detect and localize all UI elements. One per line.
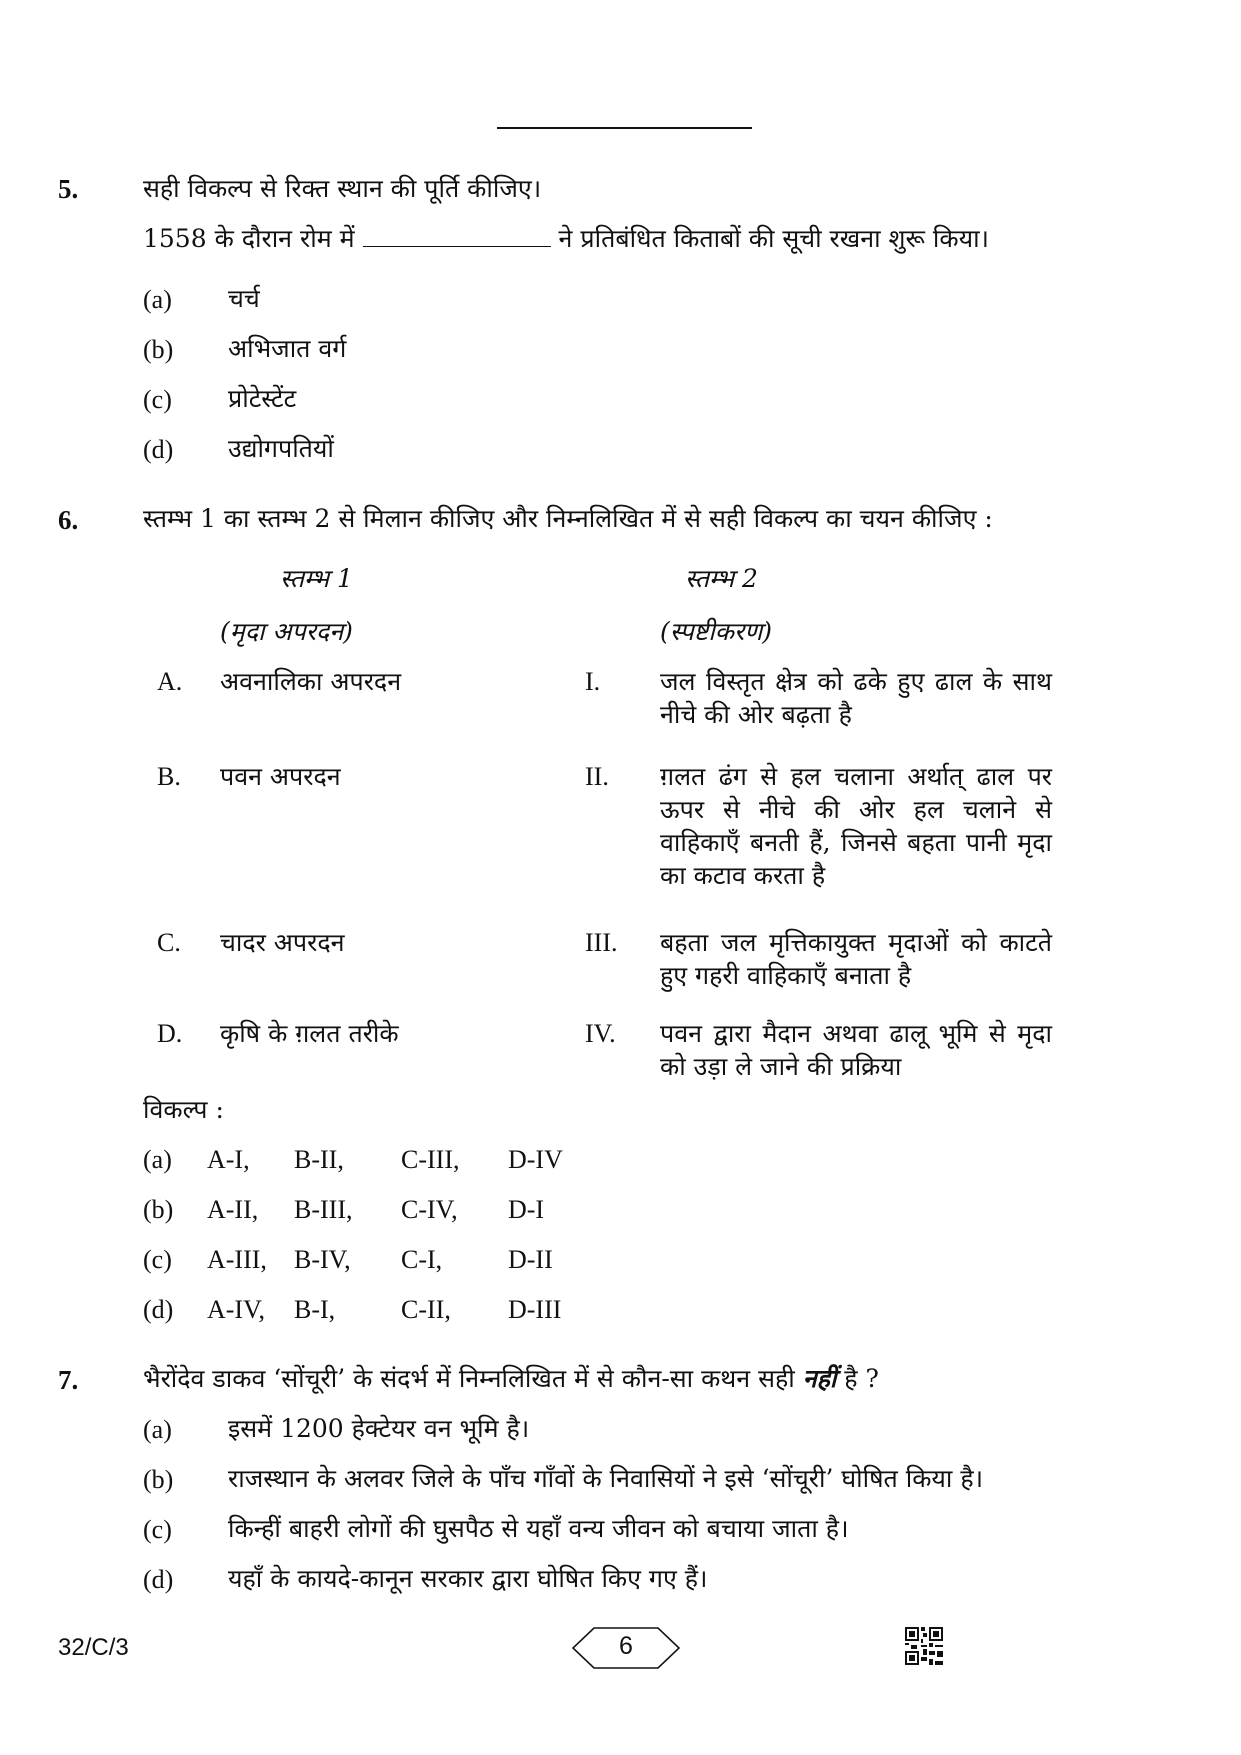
q6-option-b-v2: B-III, bbox=[294, 1195, 353, 1224]
q5-stem-after: ने प्रतिबंधित किताबों की सूची रखना शुरू किया। bbox=[558, 224, 990, 253]
q6-row-iv-label: IV. bbox=[585, 1019, 616, 1048]
q7-option-a-label: (a) bbox=[143, 1415, 172, 1444]
q6-col1-title: स्तम्भ 1 bbox=[280, 564, 353, 593]
q6-text: स्तम्भ 1 का स्तम्भ 2 से मिलान कीजिए और निम्नलिखित में से सही विकल्प का चयन कीजिए : bbox=[143, 504, 993, 533]
q5-option-c-label: (c) bbox=[143, 385, 172, 414]
q6-col2-title: स्तम्भ 2 bbox=[685, 564, 758, 593]
q6-option-b-v4: D-I bbox=[508, 1195, 545, 1224]
q5-option-d-text: उद्योगपतियों bbox=[228, 434, 334, 463]
q7-text bbox=[143, 1362, 879, 1395]
q6-option-d-v3: C-II, bbox=[401, 1295, 451, 1324]
q6-option-b-label: (b) bbox=[143, 1195, 174, 1224]
q7-text-emphasis: नहीं bbox=[802, 1364, 837, 1393]
q7-option-d-label: (d) bbox=[143, 1565, 174, 1594]
q6-row-c-label: C. bbox=[157, 928, 181, 957]
q6-row-iv-text: पवन द्वारा मैदान अथवा ढालू भूमि से मृदा को उड़ा ले जाने की प्रक्रिया bbox=[660, 1019, 1052, 1081]
q6-option-d-label: (d) bbox=[143, 1295, 174, 1324]
q7-text-after: है ? bbox=[844, 1364, 879, 1393]
q6-option-c-v3: C-I, bbox=[401, 1245, 443, 1274]
q6-row-b-item: पवन अपरदन bbox=[220, 762, 341, 791]
q6-option-b-v1: A-II, bbox=[207, 1195, 259, 1224]
q6-option-b-v3: C-IV, bbox=[401, 1195, 458, 1224]
q7-option-c-text: किन्हीं बाहरी लोगों की घुसपैठ से यहाँ वन्य जीवन को बचाया जाता है। bbox=[228, 1514, 849, 1543]
q7-option-b-label: (b) bbox=[143, 1465, 174, 1494]
q5-instruction: सही विकल्प से रिक्त स्थान की पूर्ति कीजिए। bbox=[143, 174, 542, 203]
q6-option-c-label: (c) bbox=[143, 1245, 172, 1274]
q6-row-d-item: कृषि के ग़लत तरीके bbox=[220, 1019, 399, 1048]
q5-blank bbox=[363, 228, 551, 247]
q6-option-a-v1: A-I, bbox=[207, 1145, 250, 1174]
q7-option-d-text: यहाँ के कायदे-कानून सरकार द्वारा घोषित किए गए हैं। bbox=[228, 1564, 708, 1593]
q6-option-d-v2: B-I, bbox=[294, 1295, 336, 1324]
q7-number: 7. bbox=[58, 1365, 79, 1395]
paper-code: 32/C/3 bbox=[58, 1634, 129, 1661]
q6-option-d-v4: D-III bbox=[508, 1295, 562, 1324]
qr-code-icon bbox=[905, 1627, 943, 1665]
q7-option-b-text: राजस्थान के अलवर जिले के पाँच गाँवों के निवासियों ने इसे ‘सोंचूरी’ घोषित किया है। bbox=[228, 1464, 984, 1493]
q5-option-a-text: चर्च bbox=[228, 284, 260, 313]
q6-row-i-label: I. bbox=[585, 667, 601, 696]
q6-option-c-v4: D-II bbox=[508, 1245, 553, 1274]
q6-option-a-label: (a) bbox=[143, 1145, 172, 1174]
q6-option-a-v2: B-II, bbox=[294, 1145, 344, 1174]
q5-stem bbox=[143, 222, 989, 255]
q6-option-c-v1: A-III, bbox=[207, 1245, 267, 1274]
q6-number: 6. bbox=[58, 505, 79, 535]
q5-option-a-label: (a) bbox=[143, 285, 172, 314]
q6-row-c-item: चादर अपरदन bbox=[220, 928, 345, 957]
q7-option-a-text: इसमें 1200 हेक्टेयर वन भूमि है। bbox=[228, 1414, 530, 1443]
q7-option-c-label: (c) bbox=[143, 1515, 172, 1544]
q5-stem-before: 1558 के दौरान रोम में bbox=[143, 224, 355, 253]
q6-col2-subtitle: (स्पष्टीकरण) bbox=[660, 617, 773, 646]
q6-row-iii-label: III. bbox=[585, 928, 618, 957]
q6-row-ii-text: ग़लत ढंग से हल चलाना अर्थात् ढाल पर ऊपर से नीचे की ओर हल चलाने से वाहिकाएँ बनती हैं, जिनसे बहता पानी मृदा का कटाव करता है bbox=[660, 762, 1052, 890]
q6-row-b-label: B. bbox=[157, 762, 181, 791]
top-rule bbox=[497, 127, 752, 129]
page-number: 6 bbox=[619, 1632, 633, 1660]
q6-options-label: विकल्प : bbox=[143, 1095, 224, 1124]
q6-option-a-v3: C-III, bbox=[401, 1145, 460, 1174]
q6-col1-subtitle: (मृदा अपरदन) bbox=[220, 617, 353, 646]
q6-row-d-label: D. bbox=[157, 1019, 183, 1048]
q5-option-b-text: अभिजात वर्ग bbox=[228, 334, 347, 363]
q5-number: 5. bbox=[58, 174, 79, 204]
q5-option-b-label: (b) bbox=[143, 335, 174, 364]
q6-option-d-v1: A-IV, bbox=[207, 1295, 266, 1324]
q6-row-ii-label: II. bbox=[585, 762, 609, 791]
q6-option-a-v4: D-IV bbox=[508, 1145, 563, 1174]
q5-option-c-text: प्रोटेस्टेंट bbox=[228, 384, 297, 413]
q6-option-c-v2: B-IV, bbox=[294, 1245, 351, 1274]
q7-text-before: भैरोंदेव डाकव ‘सोंचूरी’ के संदर्भ में निम्नलिखित में से कौन-सा कथन सही bbox=[143, 1364, 795, 1393]
q6-row-a-item: अवनालिका अपरदन bbox=[220, 667, 402, 696]
q6-row-iii-text: बहता जल मृत्तिकायुक्त मृदाओं को काटते हुए गहरी वाहिकाएँ बनाता है bbox=[660, 928, 1052, 990]
q5-option-d-label: (d) bbox=[143, 435, 174, 464]
q6-row-i-text: जल विस्तृत क्षेत्र को ढके हुए ढाल के साथ नीचे की ओर बढ़ता है bbox=[660, 667, 1052, 729]
q6-row-a-label: A. bbox=[157, 667, 183, 696]
